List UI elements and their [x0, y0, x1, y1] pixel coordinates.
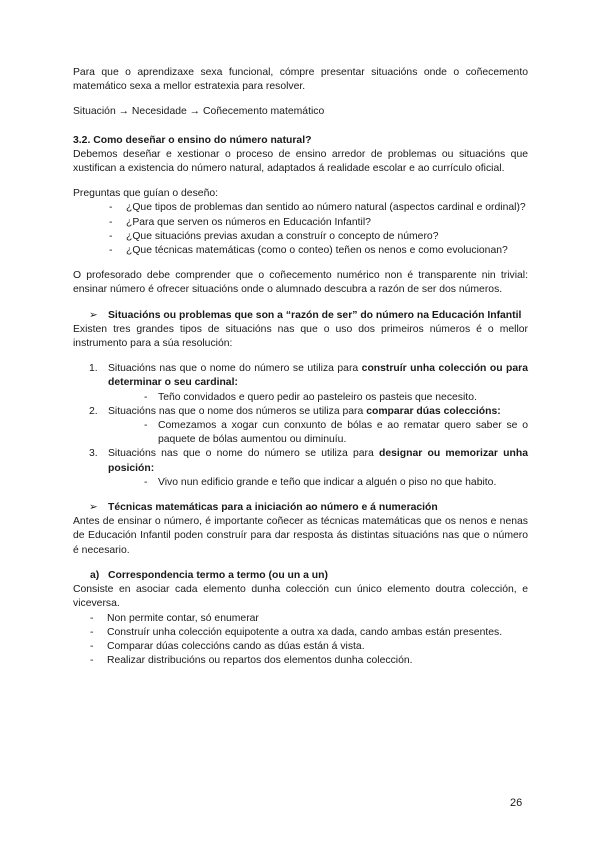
- item-text: Situacións nas que o nome do número se utiliza para: [108, 363, 362, 375]
- list-item: - Realizar distribucións ou repartos dos elementos dunha colección.: [90, 654, 528, 668]
- intro-paragraph: Para que o aprendizaxe sexa funcional, cómpre presentar situacións onde o coñecemento matemático sexa a mellor estratexia para resolver.: [73, 67, 528, 93]
- item-text: Situacións nas que o nome do número se utiliza para: [108, 448, 379, 460]
- list-item: - ¿Que tipos de problemas dan sentido ao número natural (aspectos cardinal e ordinal)?: [109, 201, 528, 215]
- intro-chain: Situación → Necesidade → Coñecemento matemático: [73, 106, 325, 118]
- item-example: - Comezamos a xogar cun conxunto de bólas e ao rematar quero saber se o paquete de bólas aumentou ou diminuíu.: [144, 419, 528, 447]
- techniques-paragraph: Antes de ensinar o número, é importante coñecer as técnicas matemáticas que os nenos e nenas de Educación Infantil poden construír para dar resposta ás distintas situacións nas que o número é necesario.: [73, 516, 528, 556]
- item-example: - Teño convidados e quero pedir ao pasteleiro os pasteis que necesito.: [144, 391, 528, 405]
- list-item: - ¿Para que serven os números en Educación Infantil?: [109, 216, 528, 230]
- list-item: - Non permite contar, só enumerar: [90, 612, 528, 626]
- list-item: - ¿Que técnicas matemáticas (como o conteo) teñen os nenos e como evolucionan?: [109, 244, 528, 258]
- item-example: - Vivo nun edificio grande e teño que indicar a alguén o piso no que habito.: [144, 476, 528, 490]
- techniques-heading-text: Técnicas matemáticas para a iniciación ao número e á numeración: [108, 502, 438, 514]
- reasons-intro: Existen tres grandes tipos de situacións nas que o uso dos primeiros números é o mellor instrumento para a súa resolución:: [73, 323, 528, 350]
- reasons-heading: [73, 309, 528, 323]
- section-paragraph: Debemos deseñar e xestionar o proceso de ensino arredor de problemas ou situacións que xustifican a existencia do número natural, adaptados á realidade escolar e ao currículo oficial.: [73, 148, 528, 175]
- heading-letter: a): [90, 569, 100, 581]
- list-item: [89, 447, 528, 490]
- correspondence-heading: [73, 569, 528, 583]
- list-item: - ¿Que situacións previas axudan a construír o concepto de número?: [109, 230, 528, 244]
- item-number: 2.: [89, 405, 98, 417]
- arrow-bullet-icon: ➢: [89, 502, 98, 514]
- item-bold: designar ou memorizar unha posición:: [108, 448, 528, 474]
- reasons-heading-text: Situacións ou problemas que son a “razón de ser” do número na Educación Infantil: [108, 309, 522, 321]
- item-text: Situacións nas que o nome dos números se utiliza para: [108, 405, 367, 417]
- questions-list: [73, 201, 528, 258]
- item-bold: construír unha colección ou para determinar o seu cardinal:: [108, 363, 528, 389]
- arrow-bullet-icon: ➢: [89, 309, 98, 321]
- list-item: [89, 362, 528, 405]
- item-number: 1.: [89, 363, 98, 375]
- item-bold: comparar dúas coleccións:: [366, 405, 501, 417]
- list-item: [89, 405, 528, 448]
- item-number: 3.: [89, 448, 98, 460]
- correspondence-list: [73, 612, 528, 669]
- section-heading: 3.2. Como deseñar o ensino do número natural?: [73, 134, 312, 146]
- list-item: - Comparar dúas coleccións cando as dúas están á vista.: [90, 640, 528, 654]
- correspondence-paragraph: Consiste en asociar cada elemento dunha colección cun único elemento doutra colección, e viceversa.: [73, 584, 528, 610]
- correspondence-heading-text: Correspondencia termo a termo (ou un a un): [108, 569, 328, 581]
- techniques-heading: [73, 501, 528, 515]
- list-item: - Construír unha colección equipotente a outra xa dada, cando ambas están presentes.: [90, 626, 528, 640]
- document-page: [73, 66, 528, 668]
- closing-paragraph: O profesorado debe comprender que o coñecemento numérico non é transparente nin trivial: ensinar número é ofrecer situacións onde o alumnado descubra a razón de ser dos números.: [73, 270, 528, 296]
- questions-intro: Preguntas que guían o deseño:: [73, 188, 219, 200]
- page-number: 26: [510, 797, 523, 809]
- reasons-list: [73, 362, 528, 490]
